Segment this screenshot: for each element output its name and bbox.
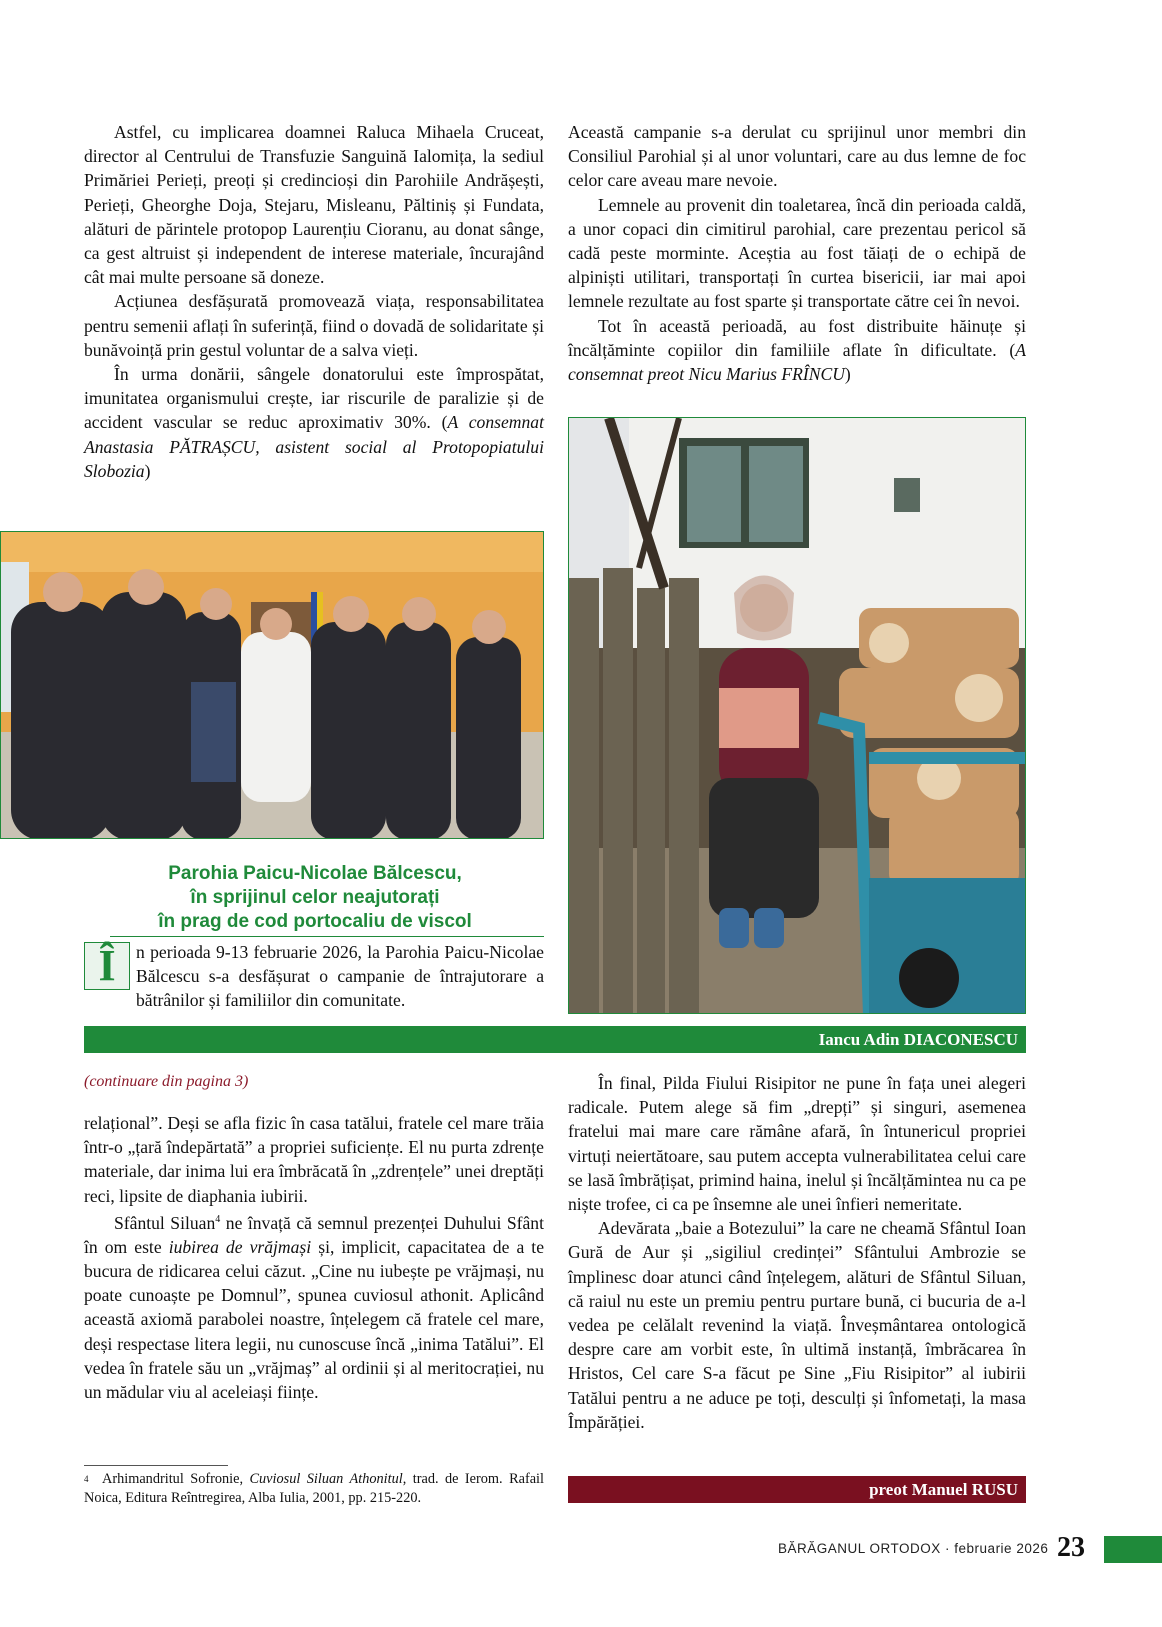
continuation-note: (continuare din pagina 3): [84, 1073, 249, 1090]
article2-intro: Î n perioada 9-13 februarie 2026, la Parohia Paicu-Nicolae Bălcescu s-a desfășurat o campanie de întrajutorare a bătrânilor și familiilor din comunitate.: [84, 940, 544, 1013]
article3-paragraph: Adevărata „baie a Botezului” la care ne cheamă Sfântul Ioan Gură de Aur și „sigiliul credinței” Sfântului Ambrozie se împlinesc doar atunci când înțelegem, alături de Sfântul Siluan, că raiul nu este un premiu pentru purtare bună, ci bucuria de a-l vedea pe celălalt revenind la viață. Înveșmântarea ontologică despre care am vorbit este, în ultimă instanță, îmbrăcarea în Hristos, Cel care S-a făcut pe Sine „Fiu Risipitor” al iubirii Tatălui pentru a ne aduce pe toți, desculți și înfometați, la masa Împărăției.: [568, 1218, 1026, 1432]
footnote-ref[interactable]: 4: [215, 1213, 221, 1225]
footer-green-tab: [1104, 1536, 1162, 1563]
article2-paragraph: Lemnele au provenit din toaletarea, încă din perioada caldă, a unor copaci din cimitirul parohial, care prezentau pericol să cadă peste morminte. Aceștia au fost tăiați de o echipă de alpiniști utilitari, transportați în curtea bisericii, iar mai apoi lemnele rezultate au fost sparte și transportate către cei în nevoi.: [568, 194, 1026, 312]
article1-paragraph: Acțiunea desfășurată promovează viața, responsabilitatea pentru semenii aflați în suferință, fiind o dovadă de solidaritate și bunăvoință prin gestul voluntar de a salva vieți.: [84, 291, 544, 360]
article1-paragraph: În urma donării, sângele donatorului este împrospătat, imunitatea organismului crește, iar riscurile de paralizie și de accident vascular se reduc aproximativ 30%. (A consemnat Anastasia PĂTRAȘCU, asistent social al Protopopiatului Slobozia): [84, 364, 544, 481]
article2-text: [568, 120, 1026, 386]
article2-paragraph: Această campanie s-a derulat cu sprijinul unor membri din Consiliul Parohial și al unor voluntari, care au dus lemne de foc celor care aveau mare nevoie.: [568, 122, 1026, 191]
article2-paragraph: Tot în această perioadă, au fost distribuite hăinuțe și încălțăminte copiilor din familiile aflate în dificultate. (A consemnat preot Nicu Marius FRÎNCU): [568, 315, 1026, 385]
article3-author-bar: preot Manuel RUSU: [568, 1476, 1026, 1503]
dropcap-letter: Î: [84, 942, 130, 990]
title-underline: [110, 936, 544, 937]
article1-signature: A consemnat Anastasia PĂTRAȘCU, asistent social al Protopopiatului Slobozia: [84, 412, 544, 481]
article1-text: [84, 120, 544, 483]
article3-paragraph: relațional”. Deși se afla fizic în casa tatălui, fratele cel mare trăia într-o „țară îndepărtată” a propriei suficiențe. El nu purta zdrențe materiale, dar inima lui era îmbrăcată în „zdrențele” unei dreptăți reci, lipsite de diaphania iubirii.: [84, 1113, 544, 1206]
article2-title: Parohia Paicu-Nicolae Bălcescu, în sprijinul celor neajutorați în prag de cod portocaliu de viscol: [158, 863, 472, 932]
article3-left-text: [84, 1111, 544, 1404]
page-number: 23: [1057, 1532, 1085, 1563]
footer-magazine: BĂRĂGANUL ORTODOX · februarie 2026: [778, 1541, 1049, 1556]
article1-paragraph: Astfel, cu implicarea doamnei Raluca Mihaela Cruceat, director al Centrului de Transfuzie Sanguină Ialomița, la sediul Primăriei Perieți, preoți și credincioși din Parohiile Andrășești, Perieți, Gheorghe Doja, Stejaru, Misleanu, Păltiniș și Fundata, alături de părintele protopop Laurențiu Cioranu, au donat sânge, ca gest altruist și independent de interese materiale, încurajând cât mai multe persoane să doneze.: [84, 122, 544, 288]
article3-right-text: [568, 1071, 1026, 1434]
article3-paragraph: În final, Pilda Fiului Risipitor ne pune în fața unei alegeri radicale. Putem alege să fim „drepți” și singuri, asemenea fratelui mai mare care rămâne afară, în întunericul propriei virtuți neiertătoare, sau putem accepta vulnerabilitatea celui care se lasă îmbrățișat, primind haina, inelul și încălțămintea nu ca pe niște trofee, ci ca pe însemne ale unei înfieri nemeritate.: [568, 1073, 1026, 1215]
group-photo: [0, 531, 544, 839]
article2-author-bar: Iancu Adin DIACONESCU: [84, 1026, 1026, 1053]
footnote: 4 Arhimandritul Sofronie, Cuviosul Siluan Athonitul, trad. de Ierom. Rafail Noica, Editura Reîntregirea, Alba Iulia, 2001, pp. 215-220.: [84, 1471, 544, 1506]
article3-paragraph: Sfântul Siluan$^4$ ne învață că semnul prezenței Duhului Sfânt în om este iubirea de vrăjmași și, implicit, capacitatea de a te bucura de ridicarea celui căzut. „Cine nu iubește pe vrăjmași, nu poate cunoaște pe Domnul”, spunea cuviosul athonit. Aplicând această axiomă parabolei noastre, înțelegem că fratele cel mare, deși respectase litera legii, nu cunoscuse încă „inima Tatălui”. El vedea în fratele său un „vrăjmaș” al ordinii și al meritocrației, nu un mădular viu al aceleiași ființe.: [84, 1212, 545, 1403]
footnote-divider: [84, 1465, 228, 1466]
firewood-photo: [568, 417, 1026, 1014]
article2-signature: A consemnat preot Nicu Marius FRÎNCU: [568, 339, 1026, 385]
